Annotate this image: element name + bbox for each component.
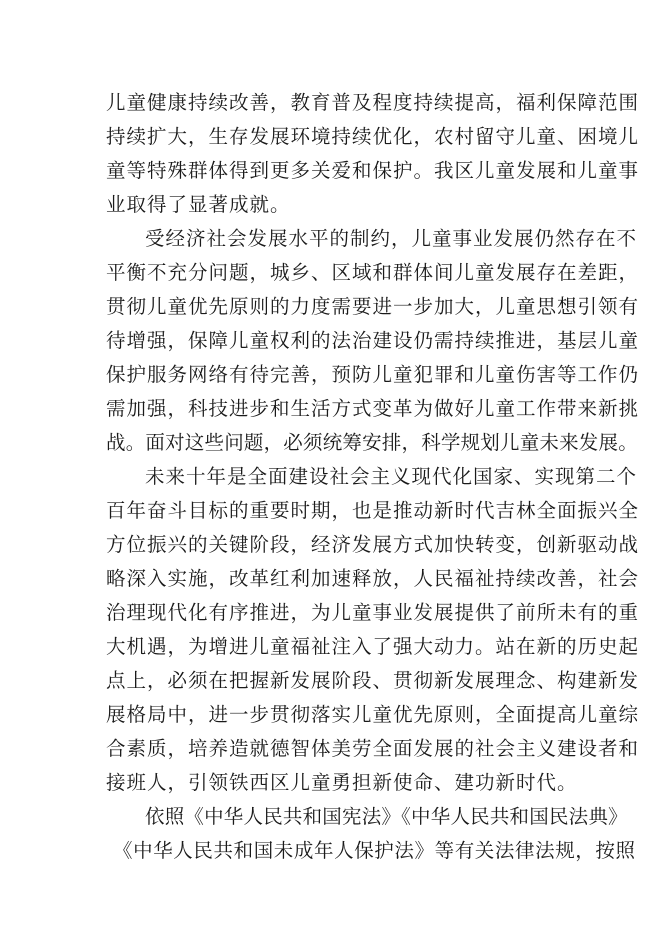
text-line: 展格局中，进一步贯彻落实儿童优先原则，全面提高儿童综 [106,703,640,726]
text-line: 持续扩大，生存发展环境持续优化，农村留守儿童、困境儿 [106,125,640,148]
text-line: 儿童健康持续改善，教育普及程度持续提高，福利保障范围 [106,91,640,114]
text-line: 《中华人民共和国未成年人保护法》等有关法律法规，按照 [113,839,636,862]
text-line: 童等特殊群体得到更多关爱和保护。我区儿童发展和儿童事 [106,159,640,182]
paragraph-start-line: 未来十年是全面建设社会主义现代化国家、实现第二个 [145,465,638,488]
paragraph-start-line: 受经济社会发展水平的制约，儿童事业发展仍然存在不 [145,227,638,250]
text-line: 略深入实施，改革红利加速释放，人民福祉持续改善，社会 [106,567,640,590]
text-line: 贯彻儿童优先原则的力度需要进一步加大，儿童思想引领有 [106,295,640,318]
text-line: 接班人，引领铁西区儿童勇担新使命、建功新时代。 [106,771,578,794]
text-line: 保护服务网络有待完善，预防儿童犯罪和儿童伤害等工作仍 [106,363,640,386]
text-line: 待增强，保障儿童权利的法治建设仍需持续推进，基层儿童 [106,329,640,352]
text-line: 点上，必须在把握新发展阶段、贯彻新发展理念、构建新发 [106,669,640,692]
text-line: 治理现代化有序推进，为儿童事业发展提供了前所未有的重 [106,601,640,624]
text-line: 战。面对这些问题，必须统筹安排，科学规划儿童未来发展。 [106,431,638,454]
text-line: 合素质，培养造就德智体美劳全面发展的社会主义建设者和 [106,737,640,760]
text-line: 业取得了显著成就。 [106,193,291,216]
paragraph-start-line: 依照《中华人民共和国宪法》《中华人民共和国民法典》 [145,805,628,828]
text-line: 需加强，科技进步和生活方式变革为做好儿童工作带来新挑 [106,397,640,420]
text-line: 百年奋斗目标的重要时期，也是推动新时代吉林全面振兴全 [106,499,640,522]
text-line: 方位振兴的关键阶段，经济发展方式加快转变，创新驱动战 [106,533,640,556]
text-line: 平衡不充分问题，城乡、区域和群体间儿童发展存在差距， [106,261,640,284]
text-line: 大机遇，为增进儿童福祉注入了强大动力。站在新的历史起 [106,635,640,658]
